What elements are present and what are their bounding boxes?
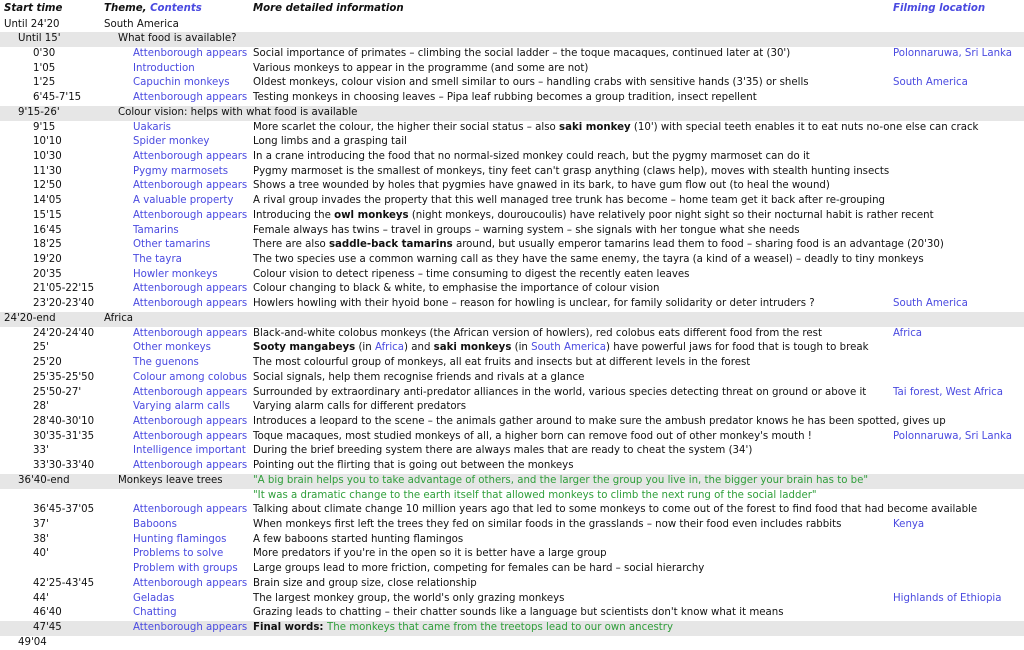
table-row: [0, 179, 1024, 194]
row-start-time: 19'20: [33, 254, 62, 266]
row-theme[interactable]: Geladas: [133, 592, 175, 604]
row-info-segment: The two species use a common warning call as they have the same enemy, the tayra (a kind of a weasel) – deadly to tiny monkeys: [253, 254, 924, 266]
row-theme[interactable]: Hunting flamingos: [133, 533, 227, 545]
row-info-segment: Pygmy marmoset is the smallest of monkeys, tiny feet can't grasp anything (claws help), moves with stealth hunting insects: [253, 165, 890, 177]
row-start-time: 1'05: [33, 62, 56, 74]
row-info: [253, 150, 810, 165]
row-info: [253, 518, 841, 533]
row-info: [253, 577, 477, 592]
table-row: [0, 430, 1024, 445]
row-theme[interactable]: Colour among colobus: [133, 371, 247, 383]
row-start-time: 30'35-31'35: [33, 430, 95, 442]
row-start-time: Until 15': [18, 33, 61, 45]
row-info-segment: saddle-back tamarins: [328, 239, 453, 251]
row-info: [253, 341, 868, 356]
row-info-segment: Large groups lead to more friction, competing for females can be hard – social hierarchy: [253, 563, 705, 575]
table-row: [0, 562, 1024, 577]
row-info-segment[interactable]: Africa: [374, 342, 405, 354]
row-start-time: 12'50: [33, 180, 62, 192]
row-start-time: 36'45-37'05: [33, 504, 95, 516]
table-row: [0, 621, 1024, 636]
row-info: [253, 224, 800, 239]
row-start-time: 46'40: [33, 607, 62, 619]
row-info-segment: The monkeys that came from the treetops lead to our own ancestry: [327, 622, 674, 634]
row-start-time: 6'45-7'15: [33, 92, 82, 104]
row-theme[interactable]: Problems to solve: [133, 548, 224, 560]
row-theme[interactable]: Other tamarins: [133, 239, 211, 251]
row-info-segment: Surrounded by extraordinary anti-predator alliances in the world, various species detecting threat on ground or above it: [253, 386, 867, 398]
table-row: [0, 518, 1024, 533]
table-row: [0, 209, 1024, 224]
table-row: [0, 386, 1024, 401]
row-info: [253, 238, 944, 253]
row-info: [253, 356, 750, 371]
row-info-segment: During the brief breeding system there are always males that are ready to cheat the system (34'): [253, 445, 753, 457]
row-theme: Africa: [104, 312, 134, 324]
row-info: [253, 533, 463, 548]
row-info-segment: Colour changing to black & white, to emphasise the importance of colour vision: [253, 283, 660, 295]
header-location: Filming location: [893, 3, 986, 14]
row-info-segment: ) have powerful jaws for food that is tough to break: [606, 342, 869, 354]
row-start-time: 42'25-43'45: [33, 577, 95, 589]
row-start-time: 44': [33, 592, 49, 604]
row-info-segment: When monkeys first left the trees they fed on similar foods in the grasslands – now their food even includes rabbits: [253, 518, 842, 530]
row-info: [253, 459, 574, 474]
table-row: [0, 62, 1024, 77]
row-info-segment: Introduces a leopard to the scene – the animals gather around to make sure the ambush predator knows he has been spotted, gives up: [253, 415, 946, 427]
row-location: Polonnaruwa, Sri Lanka: [893, 430, 1012, 442]
row-info: [253, 606, 784, 621]
row-theme[interactable]: The guenons: [133, 357, 199, 369]
row-start-time: 16'45: [33, 224, 62, 236]
row-start-time: 36'40-end: [18, 474, 70, 486]
table-row: [0, 592, 1024, 607]
row-info-segment: Grazing leads to chatting – their chatter sounds like a language but scientists don't know what it means: [253, 607, 784, 619]
row-theme[interactable]: Attenborough appears: [133, 150, 248, 162]
row-theme[interactable]: Attenborough appears: [133, 298, 248, 310]
row-info: [253, 474, 868, 489]
row-info: [253, 547, 607, 562]
row-info-segment: A rival group invades the property that this well managed tree trunk has become – home team get it back after re-grouping: [253, 195, 885, 207]
row-info-segment: ) and: [404, 342, 434, 354]
table-row: [0, 135, 1024, 150]
row-info-segment: Introducing the: [253, 209, 335, 221]
table-row: [0, 297, 1024, 312]
row-info-segment: Toque macaques, most studied monkeys of all, a higher born can remove food out of other monkey's mouth !: [253, 430, 812, 442]
table-row: [0, 91, 1024, 106]
row-info-segment: Colour vision to detect ripeness – time consuming to digest the recently eaten leaves: [253, 268, 690, 280]
row-start-time: 37': [33, 518, 49, 530]
row-theme[interactable]: Attenborough appears: [133, 327, 248, 339]
row-info-segment: owl monkeys: [334, 209, 409, 221]
row-location: South America: [893, 298, 968, 310]
row-info: [253, 121, 978, 136]
row-info-segment: around, but usually emperor tamarins lead them to food – sharing food is an advantage (20'30): [452, 239, 944, 251]
table-row: [0, 341, 1024, 356]
row-theme[interactable]: Attenborough appears: [133, 430, 248, 442]
row-start-time: 40': [33, 548, 49, 560]
row-theme[interactable]: Spider monkey: [133, 136, 210, 148]
table-row: [0, 459, 1024, 474]
row-info-segment: Black-and-white colobus monkeys (the African version of howlers), red colobus eats different food from the rest: [253, 327, 822, 339]
table-row: [0, 533, 1024, 548]
table-row: [0, 312, 1024, 327]
row-theme[interactable]: Attenborough appears: [133, 47, 248, 59]
row-location: South America: [893, 77, 968, 89]
row-info-segment: Howlers howling with their hyoid bone – reason for howling is unclear, for family solidarity or deter intruders ?: [253, 298, 815, 310]
header-info: More detailed information: [253, 3, 404, 14]
row-info: [253, 253, 924, 268]
row-info-segment: A few baboons started hunting flamingos: [253, 533, 464, 545]
row-theme[interactable]: Tamarins: [133, 224, 179, 236]
row-info: [253, 489, 817, 504]
row-info-segment: "A big brain helps you to take advantage of others, and the larger the group you live in, the bigger your brain has to be": [253, 474, 869, 486]
row-start-time: 9'15: [33, 121, 56, 133]
table-row: [0, 165, 1024, 180]
row-info: [253, 179, 830, 194]
table-row: [0, 32, 1024, 47]
row-info-segment: saki monkey: [559, 121, 631, 133]
table-row: [0, 253, 1024, 268]
row-info: [253, 282, 660, 297]
row-info-segment: Talking about climate change 10 million years ago that led to some monkeys to come out of the forest to find food that had become available: [253, 504, 978, 516]
row-theme[interactable]: Attenborough appears: [133, 283, 248, 295]
row-info-segment: There are also: [253, 239, 329, 251]
row-info: [253, 165, 889, 180]
row-info-segment: (10') with special teeth enables it to eat nuts no-one else can crack: [630, 121, 979, 133]
row-info: [253, 371, 584, 386]
row-info: [253, 194, 885, 209]
table-row: [0, 371, 1024, 386]
row-theme[interactable]: Capuchin monkeys: [133, 77, 230, 89]
table-row: [0, 106, 1024, 121]
row-start-time: 23'20-23'40: [33, 298, 95, 310]
row-info-segment[interactable]: South America: [531, 342, 607, 354]
row-theme[interactable]: Pygmy marmosets: [133, 165, 229, 177]
row-info-segment: saki monkeys: [433, 342, 512, 354]
row-start-time: 21'05-22'15: [33, 283, 95, 295]
row-theme[interactable]: The tayra: [133, 254, 182, 266]
row-info-segment: Oldest monkeys, colour vision and smell similar to ours – handling crabs with sensitive hands (3'35) or shells: [253, 77, 809, 89]
row-info: [253, 209, 934, 224]
table-row: [0, 282, 1024, 297]
row-theme[interactable]: Problem with groups: [133, 563, 238, 575]
row-start-time: Until 24'20: [4, 18, 60, 30]
table-row: [0, 194, 1024, 209]
row-info-segment: Brain size and group size, close relationship: [253, 577, 477, 589]
table-row: [0, 415, 1024, 430]
row-start-time: 10'10: [33, 136, 62, 148]
row-theme[interactable]: Chatting: [133, 607, 177, 619]
row-info: [253, 62, 588, 77]
row-info-segment: More scarlet the colour, the higher their social status – also: [253, 121, 559, 133]
table-row: [0, 238, 1024, 253]
row-info: [253, 47, 790, 62]
row-info: [253, 562, 704, 577]
row-theme[interactable]: Other monkeys: [133, 342, 211, 354]
row-theme[interactable]: A valuable property: [133, 195, 234, 207]
table-row: [0, 444, 1024, 459]
row-info-segment: Final words:: [253, 622, 328, 634]
row-start-time: 25': [33, 342, 49, 354]
row-start-time: 28'40-30'10: [33, 415, 95, 427]
table-row: [0, 47, 1024, 62]
row-info: [253, 268, 689, 283]
row-info: [253, 76, 809, 91]
row-start-time: 14'05: [33, 195, 62, 207]
table-row: [0, 150, 1024, 165]
row-theme[interactable]: Attenborough appears: [133, 504, 248, 516]
row-start-time: 33'30-33'40: [33, 460, 95, 472]
row-info: [253, 386, 866, 401]
row-info-segment: In a crane introducing the food that no normal-sized monkey could reach, but the pygmy marmoset can do it: [253, 150, 810, 162]
row-theme[interactable]: Attenborough appears: [133, 622, 248, 634]
row-start-time: 18'25: [33, 239, 62, 251]
row-theme[interactable]: Baboons: [133, 518, 177, 530]
row-theme[interactable]: Howler monkeys: [133, 268, 218, 280]
row-info-segment: Shows a tree wounded by holes that pygmies have gnawed in its bark, to have gum flow out (to heal the wound): [253, 180, 830, 192]
row-theme[interactable]: Introduction: [133, 62, 195, 74]
row-start-time: 9'15-26': [18, 106, 60, 118]
table-row: [0, 547, 1024, 562]
table-row: [0, 489, 1024, 504]
row-info: [253, 400, 466, 415]
row-start-time: 38': [33, 533, 49, 545]
table-row: [0, 400, 1024, 415]
header-row: [0, 2, 1024, 17]
table-row: [0, 606, 1024, 621]
table-row: [0, 268, 1024, 283]
row-theme: Colour vision: helps with what food is available: [118, 106, 358, 118]
row-start-time: 15'15: [33, 209, 62, 221]
row-info-segment: Long limbs and a grasping tail: [253, 136, 407, 148]
row-location: Tai forest, West Africa: [893, 386, 1004, 398]
row-info-segment: The largest monkey group, the world's only grazing monkeys: [253, 592, 565, 604]
row-info: [253, 444, 752, 459]
row-info-segment: Varying alarm calls for different predators: [253, 401, 467, 413]
row-start-time: 24'20-24'40: [33, 327, 95, 339]
row-location: Kenya: [893, 518, 925, 530]
header-contents-link[interactable]: Contents: [150, 3, 202, 14]
row-info-segment: "It was a dramatic change to the earth itself that allowed monkeys to climb the next rung of the social ladder": [253, 489, 817, 501]
row-location: Polonnaruwa, Sri Lanka: [893, 47, 1012, 59]
row-start-time: 0'30: [33, 47, 56, 59]
header-theme: [104, 2, 202, 17]
row-theme[interactable]: Attenborough appears: [133, 386, 248, 398]
row-start-time: 20'35: [33, 268, 62, 280]
row-theme[interactable]: Attenborough appears: [133, 460, 248, 472]
row-location: Highlands of Ethiopia: [893, 592, 1002, 604]
row-info: [253, 503, 977, 518]
table-row: [0, 474, 1024, 489]
row-start-time: 28': [33, 401, 49, 413]
row-info-segment: Social importance of primates – climbing the social ladder – the toque macaques, continued later at (30'): [253, 47, 791, 59]
table-row: [0, 503, 1024, 518]
row-theme[interactable]: Varying alarm calls: [133, 401, 230, 413]
row-info-segment: More predators if you're in the open so it is better have a large group: [253, 548, 607, 560]
row-location: Africa: [893, 327, 923, 339]
row-start-time: 10'30: [33, 150, 62, 162]
table-row: [0, 577, 1024, 592]
table-row: [0, 76, 1024, 91]
row-theme[interactable]: Uakaris: [133, 121, 171, 133]
row-start-time: 24'20-end: [4, 312, 56, 324]
row-theme[interactable]: Intelligence important: [133, 445, 246, 457]
row-info-segment: Testing monkeys in choosing leaves – Pipa leaf rubbing becomes a group tradition, insect repellent: [253, 92, 757, 104]
row-info: [253, 91, 757, 106]
table-row: [0, 356, 1024, 371]
row-info-segment: Social signals, help them recognise friends and rivals at a glance: [253, 371, 585, 383]
row-info: [253, 592, 564, 607]
row-info-segment: Pointing out the flirting that is going out between the monkeys: [253, 460, 574, 472]
row-start-time: 49'04: [18, 636, 47, 648]
row-theme[interactable]: Attenborough appears: [133, 415, 248, 427]
header-theme-label: Theme,: [104, 3, 147, 14]
row-info-segment: (in: [511, 342, 532, 354]
row-start-time: 1'25: [33, 77, 56, 89]
table-row: [0, 224, 1024, 239]
row-theme[interactable]: Attenborough appears: [133, 577, 248, 589]
row-theme: What food is available?: [118, 33, 237, 45]
row-info-segment: Female always has twins – travel in groups – warning system – she signals with her tongue what she needs: [253, 224, 800, 236]
table-row: [0, 327, 1024, 342]
table-row: [0, 121, 1024, 136]
row-start-time: 47'45: [33, 622, 62, 634]
row-theme[interactable]: Attenborough appears: [133, 180, 248, 192]
row-info-segment: The most colourful group of monkeys, all eat fruits and insects but at different levels in the forest: [253, 357, 751, 369]
row-info: [253, 415, 946, 430]
row-info: [253, 297, 815, 312]
row-info-segment: Various monkeys to appear in the programme (and some are not): [253, 62, 589, 74]
header-start-time: Start time: [4, 3, 63, 14]
row-start-time: 25'50-27': [33, 386, 82, 398]
row-theme[interactable]: Attenborough appears: [133, 209, 248, 221]
row-info-segment: (night monkeys, douroucoulis) have relatively poor night sight so their nocturnal habit is rather recent: [408, 209, 934, 221]
row-theme[interactable]: Attenborough appears: [133, 92, 248, 104]
row-info-segment: (in: [355, 342, 375, 354]
row-info-segment: Sooty mangabeys: [253, 342, 356, 354]
row-info: [253, 621, 673, 636]
table-row: [0, 18, 1024, 33]
row-start-time: 25'20: [33, 357, 62, 369]
row-info: [253, 327, 822, 342]
table-row: [0, 636, 1024, 650]
row-start-time: 11'30: [33, 165, 62, 177]
row-info: [253, 430, 812, 445]
row-theme: Monkeys leave trees: [118, 474, 223, 486]
row-theme: South America: [104, 18, 179, 30]
row-start-time: 25'35-25'50: [33, 371, 95, 383]
row-start-time: 33': [33, 445, 49, 457]
row-info: [253, 135, 407, 150]
